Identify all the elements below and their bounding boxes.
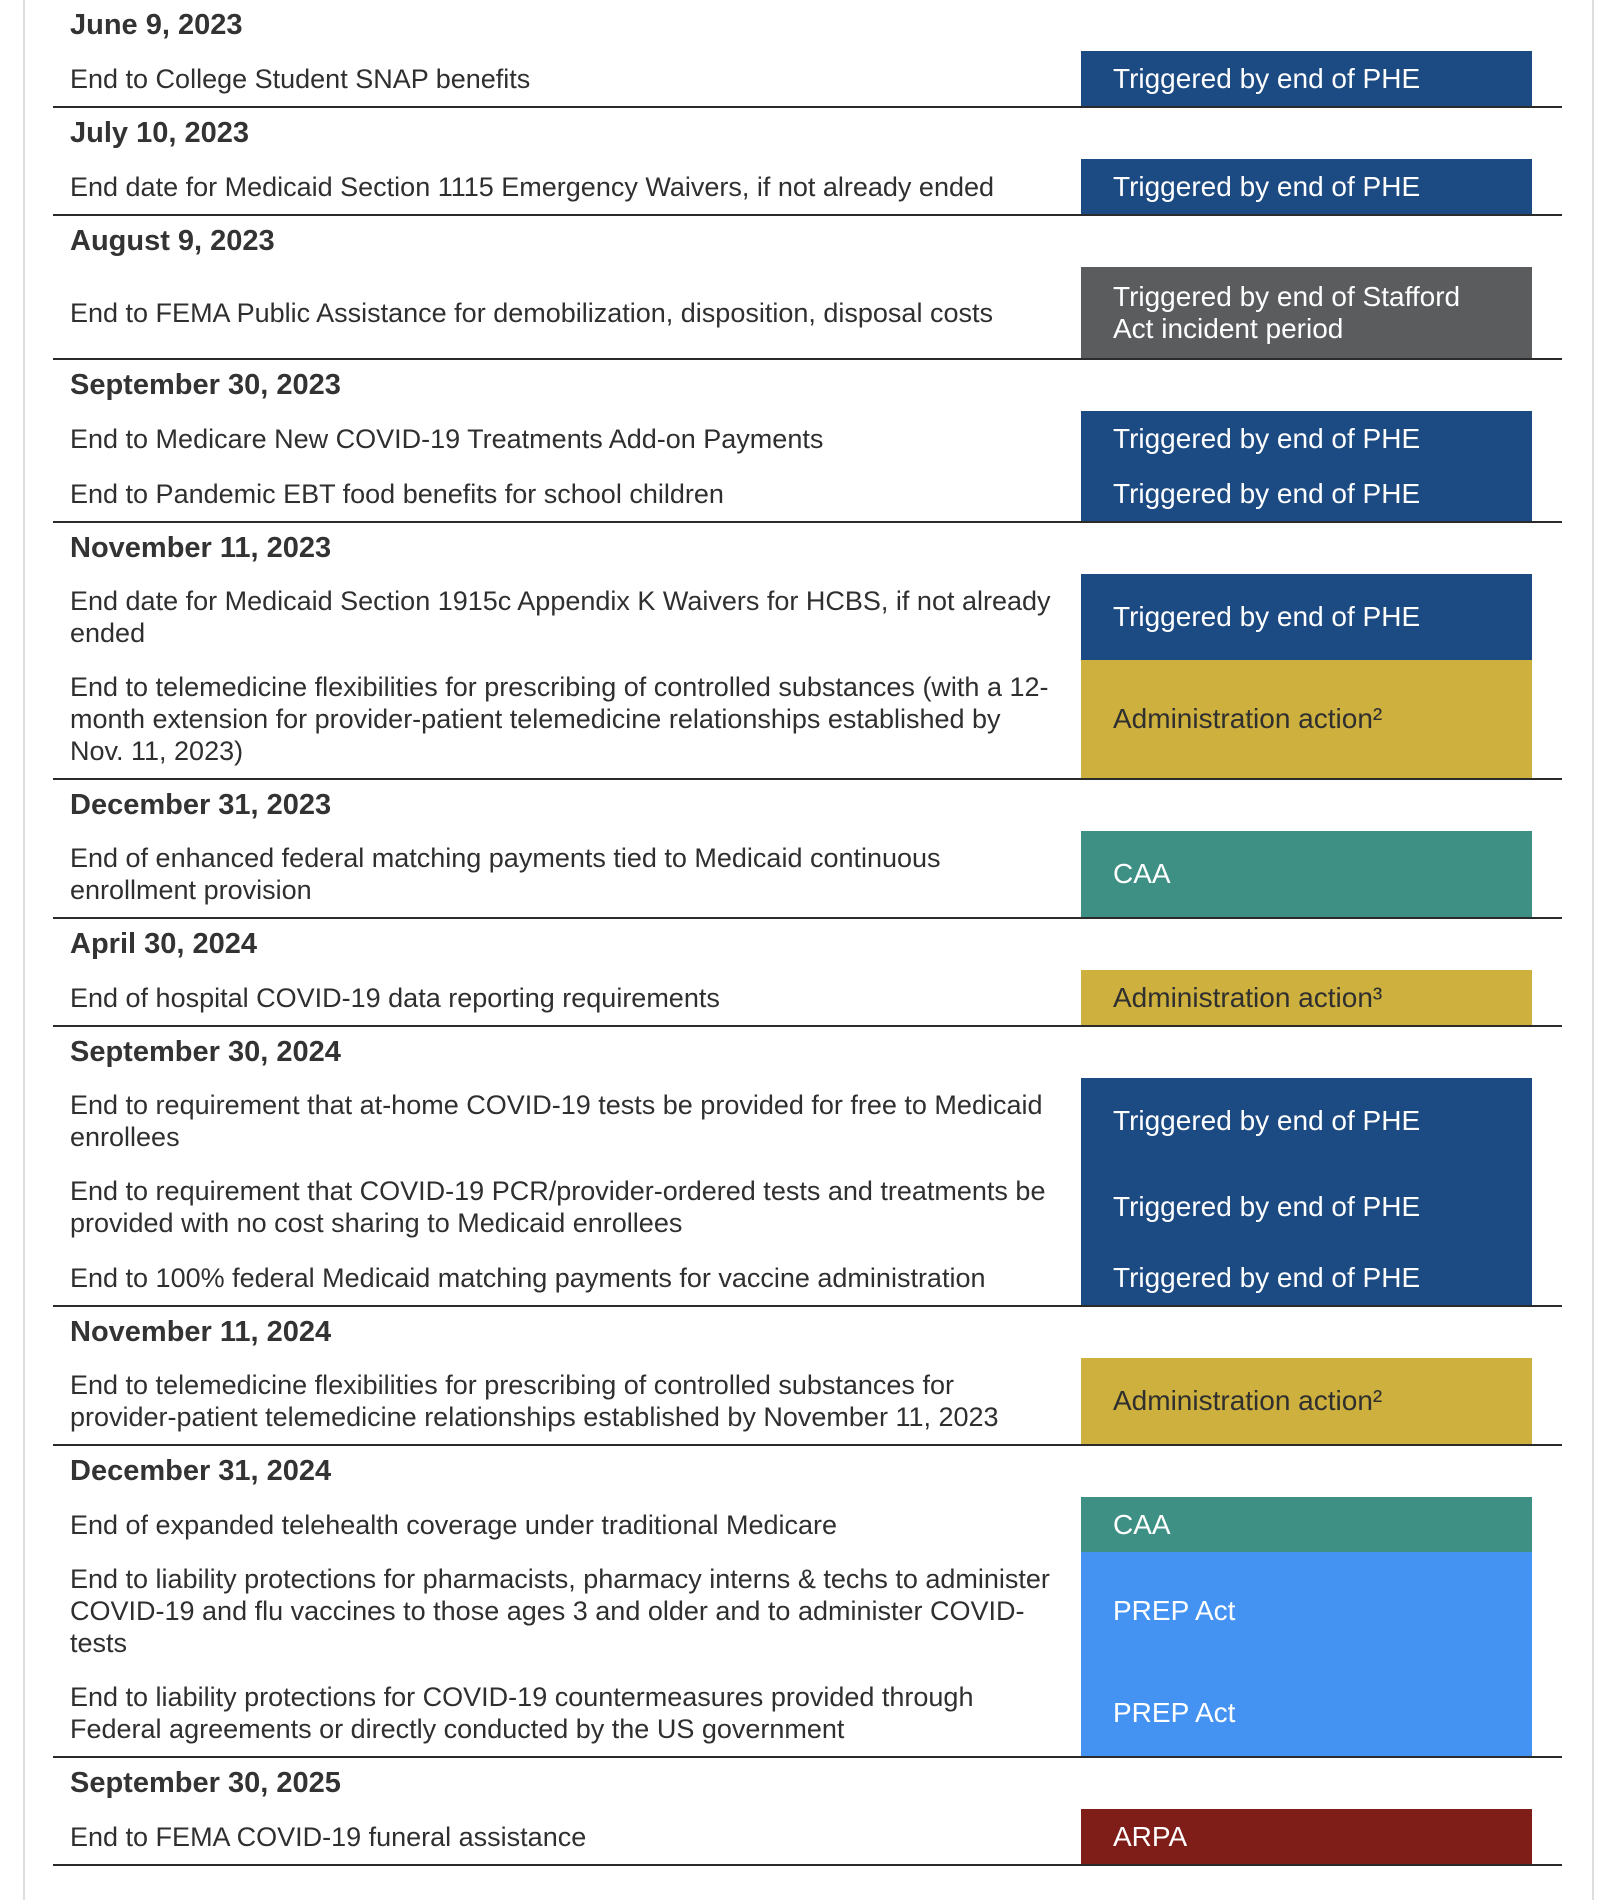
timeline-item: [53, 411, 1562, 466]
date-heading: September 30, 2023: [70, 369, 341, 401]
date-group: [53, 0, 1562, 108]
item-description: End of expanded telehealth coverage under traditional Medicare: [70, 1509, 838, 1540]
item-description: End date for Medicaid Section 1915c Appendix K Waivers for HCBS, if not already ended: [70, 586, 1051, 648]
item-description: End to College Student SNAP benefits: [70, 63, 531, 94]
date-heading: August 9, 2023: [70, 225, 275, 257]
item-description: End to FEMA Public Assistance for demobilization, disposition, disposal costs: [70, 297, 993, 328]
timeline-item: [53, 1250, 1562, 1305]
timeline-item: [53, 660, 1562, 778]
timeline-item: [53, 970, 1562, 1025]
timeline-item: [53, 267, 1562, 358]
item-description: End to telemedicine flexibilities for prescribing of controlled substances (with a 12-month extension for provider-patient telemedicine relationships established by Nov. 11, 2023): [70, 672, 1049, 766]
trigger-tag: Triggered by end of Stafford Act incident period: [1081, 267, 1532, 358]
item-description: End to Medicare New COVID-19 Treatments Add-on Payments: [70, 423, 824, 454]
timeline-item: [53, 1670, 1562, 1756]
date-group: [53, 780, 1562, 919]
trigger-tag: PREP Act: [1081, 1670, 1532, 1756]
timeline-item: [53, 831, 1562, 917]
timeline-item: [53, 51, 1562, 106]
trigger-tag: Triggered by end of PHE: [1081, 466, 1532, 521]
left-border: [23, 0, 25, 1900]
item-description: End date for Medicaid Section 1115 Emergency Waivers, if not already ended: [70, 171, 995, 202]
date-group: [53, 1307, 1562, 1446]
item-description: End to Pandemic EBT food benefits for school children: [70, 478, 724, 509]
date-heading: July 10, 2023: [70, 117, 249, 149]
trigger-tag: ARPA: [1081, 1809, 1532, 1864]
trigger-tag: CAA: [1081, 831, 1532, 917]
date-group: [53, 919, 1562, 1027]
date-group: [53, 523, 1562, 780]
trigger-tag: Triggered by end of PHE: [1081, 51, 1532, 106]
trigger-tag: Administration action³: [1081, 970, 1532, 1025]
expiration-timeline: [53, 0, 1562, 1866]
trigger-tag: Triggered by end of PHE: [1081, 1164, 1532, 1250]
item-description: End to telemedicine flexibilities for prescribing of controlled substances for provider-patient telemedicine relationships established by November 11, 2023: [70, 1370, 999, 1432]
item-description: End to FEMA COVID-19 funeral assistance: [70, 1821, 587, 1852]
trigger-tag: Triggered by end of PHE: [1081, 411, 1532, 466]
date-group: [53, 108, 1562, 216]
trigger-tag: Triggered by end of PHE: [1081, 159, 1532, 214]
date-heading: December 31, 2024: [70, 1455, 332, 1487]
timeline-item: [53, 1358, 1562, 1444]
trigger-tag: Triggered by end of PHE: [1081, 574, 1532, 660]
trigger-tag: Triggered by end of PHE: [1081, 1078, 1532, 1164]
date-heading: September 30, 2024: [70, 1036, 341, 1068]
timeline-item: [53, 1497, 1562, 1552]
date-heading: November 11, 2023: [70, 532, 332, 564]
date-heading: June 9, 2023: [70, 9, 243, 41]
trigger-tag: Triggered by end of PHE: [1081, 1250, 1532, 1305]
date-group: [53, 1446, 1562, 1758]
trigger-tag: PREP Act: [1081, 1552, 1532, 1670]
date-group: [53, 1027, 1562, 1307]
date-heading: April 30, 2024: [70, 928, 257, 960]
timeline-item: [53, 1164, 1562, 1250]
item-description: End of hospital COVID-19 data reporting requirements: [70, 982, 720, 1013]
date-heading: December 31, 2023: [70, 789, 332, 821]
trigger-tag: Administration action²: [1081, 1358, 1532, 1444]
timeline-item: [53, 466, 1562, 521]
item-description: End to 100% federal Medicaid matching payments for vaccine administration: [70, 1262, 986, 1293]
timeline-item: [53, 1552, 1562, 1670]
trigger-tag: Administration action²: [1081, 660, 1532, 778]
timeline-item: [53, 574, 1562, 660]
item-description: End of enhanced federal matching payments tied to Medicaid continuous enrollment provision: [70, 843, 941, 905]
item-description: End to requirement that at-home COVID-19 tests be provided for free to Medicaid enrollees: [70, 1090, 1043, 1152]
item-description: End to liability protections for COVID-19 countermeasures provided through Federal agreements or directly conducted by the US government: [70, 1682, 974, 1744]
timeline-item: [53, 159, 1562, 214]
timeline-item: [53, 1809, 1562, 1864]
trigger-tag: CAA: [1081, 1497, 1532, 1552]
item-description: End to liability protections for pharmacists, pharmacy interns & techs to administer COVID-19 and flu vaccines to those ages 3 and older and to administer COVID-tests: [70, 1564, 1050, 1658]
right-border: [1592, 0, 1594, 1900]
date-group: [53, 1758, 1562, 1866]
date-group: [53, 360, 1562, 523]
date-group: [53, 216, 1562, 360]
date-heading: September 30, 2025: [70, 1767, 341, 1799]
item-description: End to requirement that COVID-19 PCR/provider-ordered tests and treatments be provided with no cost sharing to Medicaid enrollees: [70, 1176, 1046, 1238]
timeline-item: [53, 1078, 1562, 1164]
date-heading: November 11, 2024: [70, 1316, 332, 1348]
